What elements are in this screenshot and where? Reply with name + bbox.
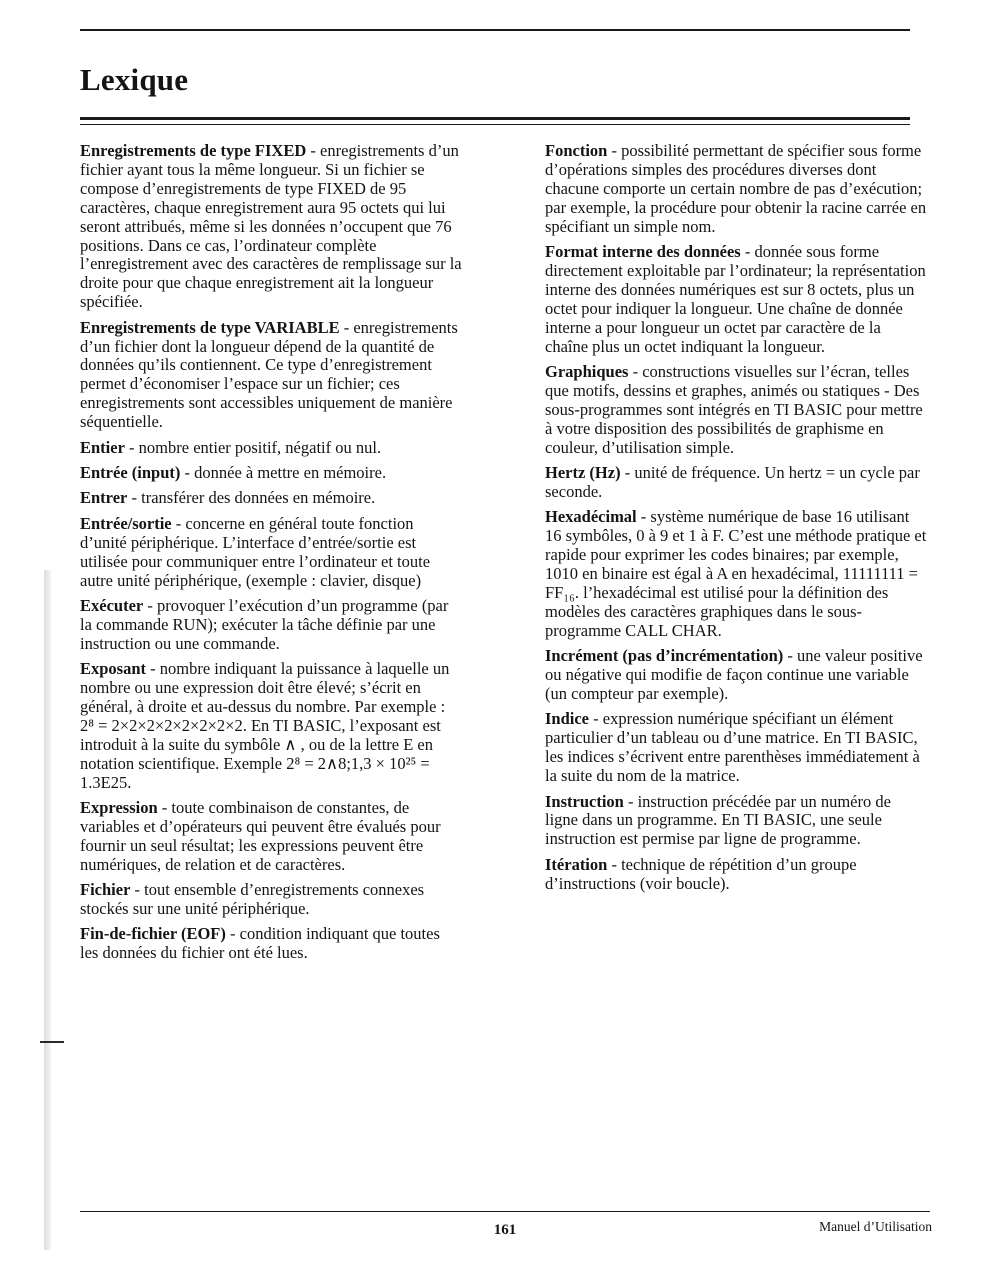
glossary-definition: technique de répétition d’un groupe d’instructions (voir boucle). (545, 854, 857, 893)
title-rule-thin (80, 124, 910, 125)
glossary-entry (80, 515, 462, 591)
glossary-term: Hexadécimal (545, 507, 637, 527)
term-separator: - (127, 488, 142, 508)
glossary-definition: donnée à mettre en mémoire. (194, 463, 387, 482)
glossary-entry (545, 793, 927, 850)
glossary-definition: transférer des données en mémoire. (141, 488, 376, 508)
term-separator: - (636, 507, 651, 527)
glossary-entry (80, 319, 462, 432)
glossary-definition: donnée sous forme directement exploitable par l’ordinateur; la représentation interne des données numériques est sur 8 octets, plus un octet pour indiquer la longueur. Une chaîne de donnée interne a pour longueur un octet par caractère de la chaîne plus un octet indiquant la longueur. (545, 242, 926, 356)
term-separator: - (180, 463, 195, 482)
term-separator: - (124, 437, 139, 457)
term-separator: - (607, 141, 622, 160)
glossary-term: Instruction (545, 791, 624, 811)
glossary-entry (545, 710, 927, 786)
term-separator: - (628, 361, 643, 381)
glossary-entry (80, 799, 462, 875)
glossary-term: Itération (545, 854, 608, 874)
glossary-entry (80, 597, 462, 654)
glossary-term: Exécuter (80, 595, 144, 615)
glossary-column-right (545, 142, 927, 900)
page-number: 161 (493, 1222, 517, 1238)
glossary-definition: toute combinaison de constantes, de variables et d’opérateurs qui peuvent être évalués pour fournir un seul résultat; les expressions peuvent être numériques, de relation et de caractères. (80, 798, 441, 874)
scan-margin-shadow (44, 570, 51, 1250)
glossary-definition: système numérique de base 16 utilisant 16 symbôles, 0 à 9 et 1 à F. C’est une méthode pratique et rapide pour exprimer les codes binaires; par exemple, 1010 en binaire est égal à A en hexadécimal, 11111111 = FF₁₆. l’hexadécimal est utilisé pour la définition des modèles des caractères graphiques dans le sous-programme CALL CHAR. (545, 507, 927, 640)
glossary-definition: unité de fréquence. Un hertz = un cycle par seconde. (545, 463, 920, 501)
glossary-entry (80, 660, 462, 792)
glossary-definition: instruction précédée par un numéro de ligne dans un programme. En TI BASIC, une seule instruction est permise par ligne de programme. (545, 791, 891, 849)
glossary-entry (80, 142, 462, 312)
glossary-term: Graphiques (545, 361, 629, 381)
footer-title: Manuel d’Utilisation (819, 1219, 932, 1234)
glossary-definition: nombre indiquant la puissance à laquelle un nombre ou une expression doit être élevé; s’écrit en général, à droite et au-dessus du nombre. Par exemple : 2⁸ = 2×2×2×2×2×2×2×2. En TI BASIC, l’exposant est introduit à la suite du symbôle ∧ , ou de la lettre E en notation scientifique. Exemple 2⁸ = 2∧8;1,3 × 10²⁵ = 1.3E25. (80, 659, 450, 792)
glossary-definition: une valeur positive ou négative qui modifie de façon continue une variable (un compteur par exemple). (545, 646, 923, 703)
glossary-entry (80, 925, 462, 963)
glossary-entry (80, 489, 462, 508)
term-separator: - (306, 141, 320, 160)
glossary-term: Incrément (pas d’incrémentation) (545, 646, 784, 666)
glossary-definition: provoquer l’exécution d’un programme (par la commande RUN); exécuter la tâche définie par une instruction ou une commande. (80, 595, 449, 653)
glossary-definition: condition indiquant que toutes les données du fichier ont été lues. (80, 924, 440, 963)
glossary-term: Entrée (input) (80, 463, 181, 482)
glossary-entry (545, 856, 927, 894)
footer-rule (80, 1211, 930, 1212)
glossary-definition: expression numérique spécifiant un élément particulier d’un tableau ou d’une matrice. En TI BASIC, les indices s’écrivent entre parenthèses immédiatement à la suite du nom de la matrice. (545, 709, 920, 786)
term-separator: - (143, 595, 157, 615)
glossary-definition: possibilité permettant de spécifier sous forme d’opérations simples des procédures diverses dont chacune comporte un certain nombre de pas d’exécution; par exemple, la procédure pour obtenir la racine carrée en spécifiant un simple nom. (545, 141, 927, 236)
glossary-term: Entrée/sortie (80, 513, 172, 533)
glossary-term: Indice (545, 709, 590, 729)
term-separator: - (130, 880, 145, 900)
term-separator: - (623, 791, 638, 811)
glossary-entry (545, 508, 927, 640)
glossary-term: Fichier (80, 880, 131, 900)
term-separator: - (740, 242, 755, 262)
term-separator: - (146, 659, 160, 679)
page-title: Lexique (80, 62, 189, 97)
glossary-definition: enregistrements d’un fichier ayant tous la même longueur. Si un fichier se compose d’enregistrements de type FIXED de 95 caractères, chaque enregistrement aura 95 octets qui lui seront attribués, même si les données n’occupent que 76 positions. Dans ce cas, l’ordinateur complète l’enregistrement avec des caractères de remplissage sur la droite pour que chaque enregistrement ait la longueur spécifiée. (80, 141, 462, 312)
glossary-term: Entrer (80, 488, 128, 508)
glossary-entry (545, 243, 927, 356)
glossary-term: Entier (80, 437, 125, 457)
margin-mark (40, 1041, 64, 1043)
title-rule-thick (80, 117, 910, 120)
glossary-entry (545, 363, 927, 458)
term-separator: - (607, 854, 622, 874)
term-separator: - (620, 463, 635, 482)
glossary-entry (545, 142, 927, 237)
glossary-term: Expression (80, 798, 158, 817)
top-rule (80, 29, 910, 31)
glossary-entry (545, 647, 927, 704)
glossary-entry (80, 439, 462, 458)
glossary-entry (80, 464, 462, 483)
glossary-term: Enregistrements de type FIXED (80, 141, 307, 160)
term-separator: - (225, 924, 240, 944)
term-separator: - (339, 317, 354, 337)
glossary-term: Enregistrements de type VARIABLE (80, 317, 340, 337)
glossary-definition: concerne en général toute fonction d’unité périphérique. L’interface d’entrée/sortie est utilisée pour communiquer entre l’ordinateur et toute autre unité périphérique, (exemple : clavier, disque) (80, 513, 431, 590)
glossary-entry (80, 881, 462, 919)
glossary-definition: constructions visuelles sur l’écran, telles que motifs, dessins et graphes, animés ou statiques - Des sous-programmes sont intégrés en TI BASIC pour mettre à votre disposition des possibilités de graphisme en couleur, d’utilisation simple. (545, 361, 923, 457)
term-separator: - (589, 709, 603, 729)
glossary-definition: enregistrements d’un fichier dont la longueur dépend de la quantité de données qu’ils contiennent. Ce type d’enregistrement permet d’économiser l’espace sur un fichier; ces enregistrements sont accessibles uniquement de manière séquentielle. (80, 317, 458, 432)
glossary-definition: nombre entier positif, négatif ou nul. (138, 437, 382, 457)
glossary-definition: tout ensemble d’enregistrements connexes stockés sur une unité périphérique. (80, 880, 425, 919)
glossary-term: Hertz (Hz) (545, 463, 621, 482)
term-separator: - (157, 798, 172, 817)
glossary-column-left (80, 142, 462, 970)
glossary-term: Format interne des données (545, 242, 741, 262)
term-separator: - (783, 646, 798, 666)
glossary-term: Fonction (545, 141, 608, 160)
glossary-term: Exposant (80, 659, 147, 679)
glossary-term: Fin-de-fichier (EOF) (80, 924, 226, 944)
term-separator: - (171, 513, 186, 533)
glossary-entry (545, 464, 927, 502)
